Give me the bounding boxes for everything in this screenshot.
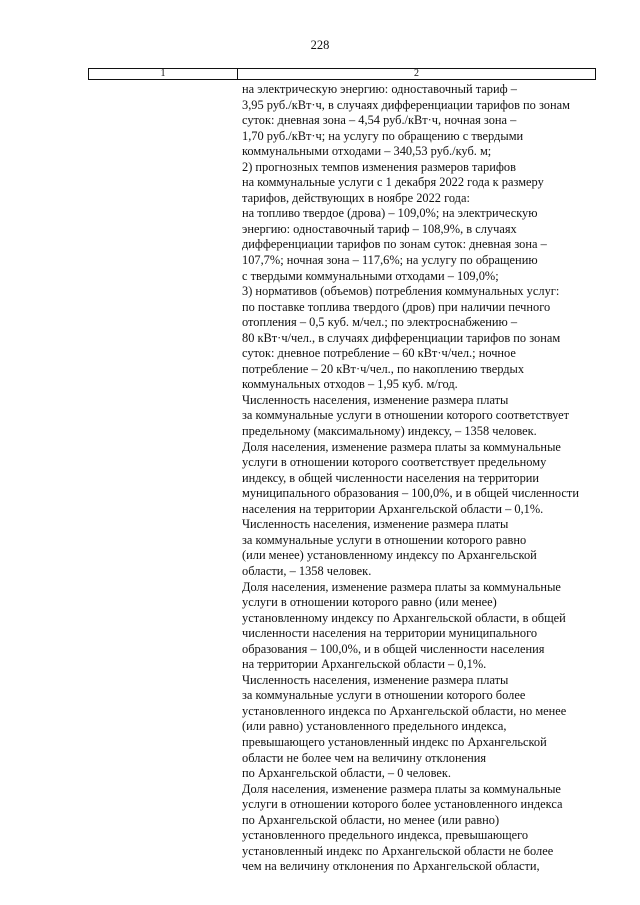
text-line: коммунальными отходами – 340,53 руб./куб. м; xyxy=(242,144,492,159)
text-line: области, – 1358 человек. xyxy=(242,563,372,578)
document-body-column-2 xyxy=(242,82,612,875)
text-line: на топливо твердое (дрова) – 109,0%; на электрическую xyxy=(242,206,538,221)
text-line: установленному индексу по Архангельской области, в общей xyxy=(242,610,566,625)
text-line: индексу, в общей численности населения на территории xyxy=(242,470,540,485)
text-line: на электрическую энергию: одноставочный тариф – xyxy=(242,82,517,96)
text-line: предельному (максимальному) индексу, – 1358 человек. xyxy=(242,424,537,439)
text-line: Доля населения, изменение размера платы за коммунальные xyxy=(242,781,561,796)
text-line: (или равно) установленного предельного индекса, xyxy=(242,719,507,734)
text-line: коммунальных отходов – 1,95 куб. м/год. xyxy=(242,377,458,392)
text-line: за коммунальные услуги в отношении которого равно xyxy=(242,532,527,547)
text-line: (или менее) установленному индексу по Архангельской xyxy=(242,548,537,563)
text-line: за коммунальные услуги в отношении которого более xyxy=(242,688,526,703)
text-line: 3,95 руб./кВт·ч, в случаях дифференциации тарифов по зонам xyxy=(242,97,570,112)
page-number: 228 xyxy=(310,38,330,52)
text-line: по Архангельской области, – 0 человек. xyxy=(242,766,452,781)
text-line: услуги в отношении которого более установленного индекса xyxy=(242,797,563,812)
text-line: услуги в отношении которого равно (или менее) xyxy=(242,595,497,610)
text-line: 107,7%; ночная зона – 117,6%; на услугу по обращению xyxy=(242,253,538,268)
text-line: 2) прогнозных темпов изменения размеров тарифов xyxy=(242,159,516,174)
text-line: по Архангельской области, но менее (или равно) xyxy=(242,812,500,827)
text-line: Численность населения, изменение размера платы xyxy=(242,517,509,532)
text-line: услуги в отношении которого соответствует предельному xyxy=(242,455,547,470)
text-line: области не более чем на величину отклонения xyxy=(242,750,487,765)
text-line: за коммунальные услуги в отношении которого соответствует xyxy=(242,408,570,423)
text-line: по поставке топлива твердого (дров) при наличии печного xyxy=(242,299,551,314)
text-line: образования – 100,0%, и в общей численности населения xyxy=(242,641,545,656)
text-line: установленного индекса по Архангельской области, но менее xyxy=(242,703,567,718)
text-line: превышающего установленный индекс по Архангельской xyxy=(242,734,547,749)
text-line: дифференциации тарифов по зонам суток: дневная зона – xyxy=(242,237,547,252)
text-line: с твердыми коммунальными отходами – 109,0%; xyxy=(242,268,499,283)
table-header-col-2: 2 xyxy=(414,68,419,79)
text-line: потребление – 20 кВт·ч/чел., по накоплению твердых xyxy=(242,361,525,376)
text-line: Доля населения, изменение размера платы за коммунальные xyxy=(242,579,561,594)
text-line: Численность населения, изменение размера платы xyxy=(242,672,509,687)
text-line: суток: дневная зона – 4,54 руб./кВт·ч, ночная зона – xyxy=(242,113,517,128)
text-line: 80 кВт·ч/чел., в случаях дифференциации тарифов по зонам xyxy=(242,330,561,345)
table-header-col-1: 1 xyxy=(89,69,238,79)
text-line: тарифов, действующих в ноябре 2022 года: xyxy=(242,190,470,205)
text-line: отопления – 0,5 куб. м/чел.; по электроснабжению – xyxy=(242,315,518,330)
text-line: численности населения на территории муниципального xyxy=(242,626,538,641)
text-line: энергию: одноставочный тариф – 108,9%, в случаях xyxy=(242,221,517,236)
text-line: 3) нормативов (объемов) потребления коммунальных услуг: xyxy=(242,284,560,299)
text-line: населения на территории Архангельской области – 0,1%. xyxy=(242,501,544,516)
text-line: установленный индекс по Архангельской области не более xyxy=(242,843,554,858)
text-line: на территории Архангельской области – 0,1%. xyxy=(242,657,487,672)
text-line: чем на величину отклонения по Архангельской области, xyxy=(242,859,540,874)
text-line: установленного предельного индекса, превышающего xyxy=(242,828,529,843)
text-line: на коммунальные услуги с 1 декабря 2022 года к размеру xyxy=(242,175,544,190)
text-line: суток: дневное потребление – 60 кВт·ч/чел.; ночное xyxy=(242,346,516,361)
text-line: Численность населения, изменение размера платы xyxy=(242,392,509,407)
text-line: 1,70 руб./кВт·ч; на услугу по обращению с твердыми xyxy=(242,128,524,143)
text-line: Доля населения, изменение размера платы за коммунальные xyxy=(242,439,561,454)
text-line: муниципального образования – 100,0%, и в общей численности xyxy=(242,486,579,501)
table-header-row xyxy=(88,68,596,80)
